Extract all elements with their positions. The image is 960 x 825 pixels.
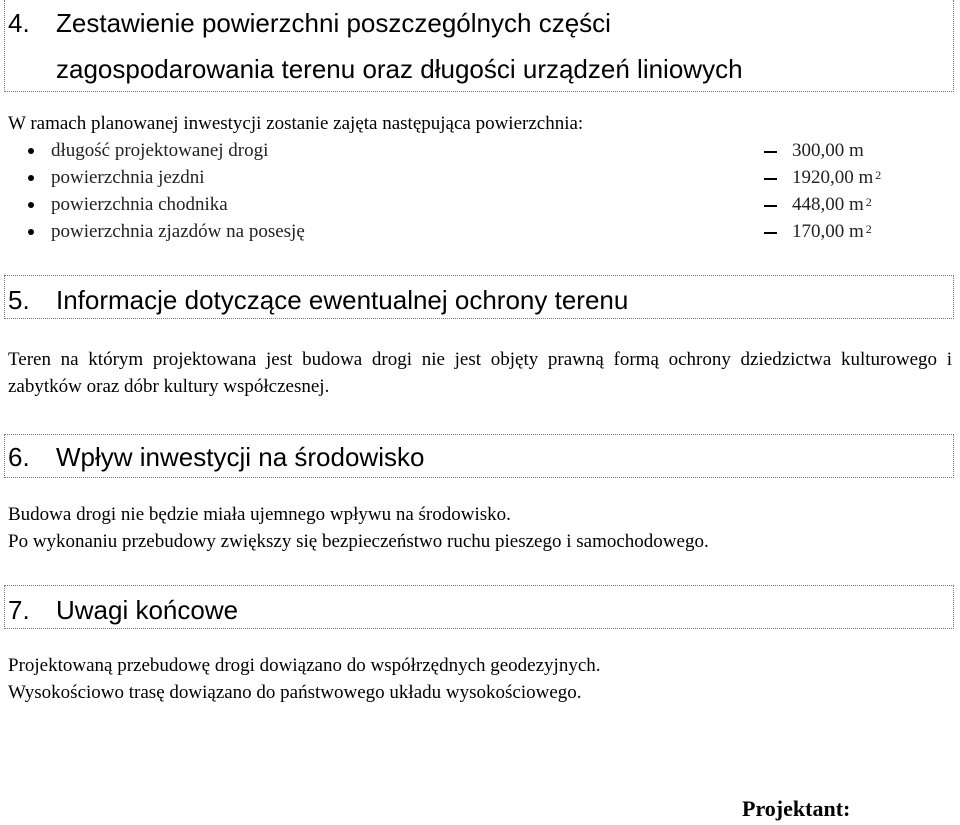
section-6-line1: Budowa drogi nie będzie miała ujemnego wpływu na środowisko.: [8, 504, 511, 525]
list-item-value: 1920,00 m $^2$: [792, 167, 882, 188]
section-4-title-line1: Zestawienie powierzchni poszczególnych części: [56, 8, 611, 38]
list-item-value: 170,00 m $^2$: [792, 221, 872, 242]
dash-icon: [764, 151, 777, 153]
signature-label: Projektant:: [742, 796, 851, 821]
section-4-number: 4.: [8, 8, 30, 38]
section-7-number: 7.: [8, 595, 30, 625]
section-5-heading: [4, 275, 954, 319]
section-5-number: 5.: [8, 285, 30, 315]
bullet-icon: [28, 148, 34, 154]
bullet-icon: [28, 229, 34, 235]
section-7-title: Uwagi końcowe: [56, 595, 239, 625]
section-4-intro: W ramach planowanej inwestycji zostanie zajęta następująca powierzchnia:: [8, 113, 584, 134]
section-7-heading: [4, 585, 954, 629]
section-5-title: Informacje dotyczące ewentualnej ochrony terenu: [56, 285, 629, 315]
dash-icon: [764, 178, 777, 180]
list-item-label: powierzchnia chodnika: [51, 194, 228, 215]
dash-icon: [764, 232, 777, 234]
list-item-value: 300,00 m: [792, 140, 864, 161]
section-6-heading: [4, 434, 954, 478]
section-4-title-line2: zagospodarowania terenu oraz długości urządzeń liniowych: [56, 54, 743, 84]
list-item-label: powierzchnia zjazdów na posesję: [51, 221, 305, 242]
list-item: [0, 164, 960, 191]
section-6-title: Wpływ inwestycji na środowisko: [56, 442, 425, 472]
bullet-icon: [28, 175, 34, 181]
list-item-label: powierzchnia jezdni: [51, 167, 205, 188]
bullet-icon: [28, 202, 34, 208]
section-5-text: Teren na którym projektowana jest budowa drogi nie jest objęty prawną formą ochrony dziedzictwa kulturowego i zabytków oraz dóbr kultury współczesnej.: [8, 349, 952, 397]
list-item-label: długość projektowanej drogi: [51, 140, 269, 161]
area-list: [0, 137, 960, 245]
section-7-line2: Wysokościowo trasę dowiązano do państwowego układu wysokościowego.: [8, 682, 582, 703]
list-item: [0, 218, 960, 245]
section-6-number: 6.: [8, 442, 30, 472]
section-4-heading: [4, 0, 954, 92]
list-item-value: 448,00 m $^2$: [792, 194, 872, 215]
list-item: [0, 137, 960, 164]
section-7-line1: Projektowaną przebudowę drogi dowiązano do współrzędnych geodezyjnych.: [8, 655, 601, 676]
dash-icon: [764, 205, 777, 207]
list-item: [0, 191, 960, 218]
section-6-line2: Po wykonaniu przebudowy zwiększy się bezpieczeństwo ruchu pieszego i samochodowego.: [8, 531, 709, 552]
